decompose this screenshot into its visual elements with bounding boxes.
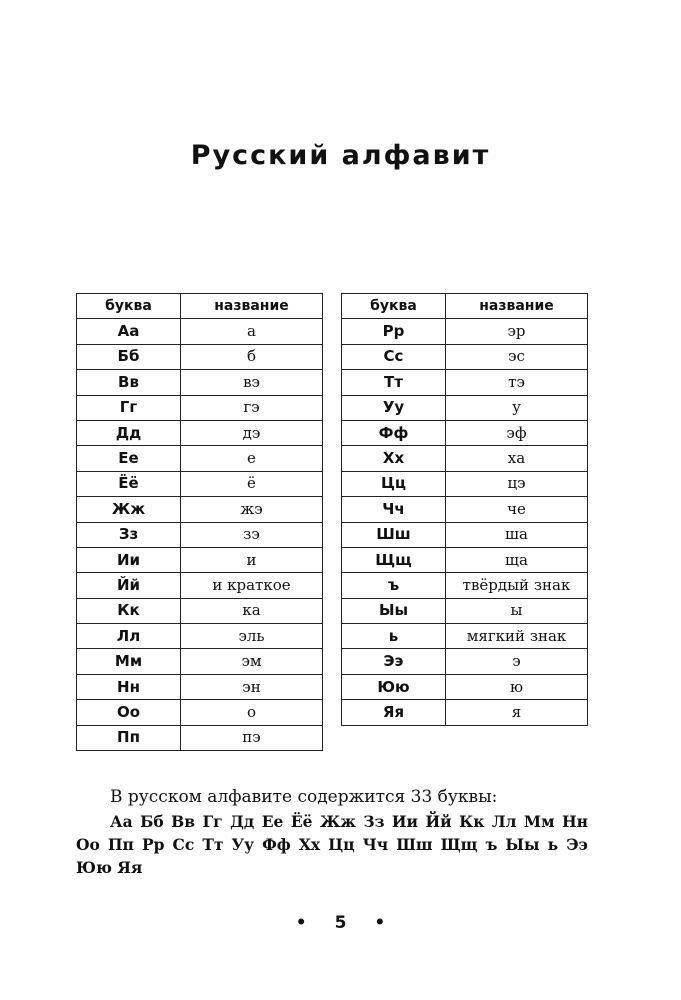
column-header-name: название [446, 294, 588, 319]
column-header-letter: буква [77, 294, 181, 319]
table-row [342, 395, 588, 420]
table-row [77, 471, 323, 496]
table-row [77, 370, 323, 395]
letter-name-cell: ка [181, 598, 323, 623]
letter-name-cell: э [446, 649, 588, 674]
letter-cell: Зз [77, 522, 181, 547]
table-row [77, 395, 323, 420]
letter-name-cell: жэ [181, 497, 323, 522]
table-row [342, 598, 588, 623]
letter-name-cell: о [181, 700, 323, 725]
table-row [77, 344, 323, 369]
letter-name-cell: и [181, 547, 323, 572]
letter-name-cell: б [181, 344, 323, 369]
letter-name-cell: зэ [181, 522, 323, 547]
letter-name-cell: ща [446, 547, 588, 572]
table-body [342, 319, 588, 725]
letter-name-cell: эс [446, 344, 588, 369]
table-row [77, 649, 323, 674]
letter-cell: Хх [342, 446, 446, 471]
letter-name-cell: эф [446, 420, 588, 445]
page-number: 5 [334, 913, 347, 933]
column-header-letter: буква [342, 294, 446, 319]
letter-cell: ь [342, 624, 446, 649]
page-title: Русский алфавит [190, 140, 491, 171]
table-row [342, 497, 588, 522]
bullet-left: • [295, 913, 307, 933]
letter-name-cell: ы [446, 598, 588, 623]
letter-cell: Уу [342, 395, 446, 420]
letter-cell: Пп [77, 725, 181, 750]
alphabet-table-right [341, 293, 588, 726]
letter-name-cell: е [181, 446, 323, 471]
letter-name-cell: гэ [181, 395, 323, 420]
letter-name-cell: эр [446, 319, 588, 344]
letter-cell: Юю [342, 674, 446, 699]
letter-name-cell: ха [446, 446, 588, 471]
letter-cell: Лл [77, 624, 181, 649]
letter-name-cell: дэ [181, 420, 323, 445]
letter-name-cell: ё [181, 471, 323, 496]
letter-cell: Яя [342, 700, 446, 725]
table-row [342, 624, 588, 649]
letter-cell: Вв [77, 370, 181, 395]
letter-name-cell: я [446, 700, 588, 725]
letter-cell: Рр [342, 319, 446, 344]
table-row [77, 598, 323, 623]
table-row [77, 420, 323, 445]
letter-cell: Ыы [342, 598, 446, 623]
letter-cell: Ээ [342, 649, 446, 674]
letter-cell: ъ [342, 573, 446, 598]
table-row [342, 344, 588, 369]
letter-name-cell: ю [446, 674, 588, 699]
letter-name-cell: ша [446, 522, 588, 547]
letter-name-cell: мягкий знак [446, 624, 588, 649]
table-row [342, 420, 588, 445]
table-row [77, 522, 323, 547]
letter-cell: Нн [77, 674, 181, 699]
letter-cell: Щщ [342, 547, 446, 572]
letter-name-cell: цэ [446, 471, 588, 496]
table-row [342, 547, 588, 572]
letter-name-cell: вэ [181, 370, 323, 395]
table-row [77, 573, 323, 598]
table-row [77, 547, 323, 572]
table-header-row [77, 294, 323, 319]
letter-cell: Ёё [77, 471, 181, 496]
letter-name-cell: твёрдый знак [446, 573, 588, 598]
table-row [77, 725, 323, 750]
letter-cell: Фф [342, 420, 446, 445]
letter-name-cell: тэ [446, 370, 588, 395]
column-header-name: название [181, 294, 323, 319]
table-row [342, 573, 588, 598]
letter-cell: Дд [77, 420, 181, 445]
table-header-row [342, 294, 588, 319]
letter-cell: Гг [77, 395, 181, 420]
letter-name-cell: а [181, 319, 323, 344]
table-row [77, 700, 323, 725]
letter-cell: Оо [77, 700, 181, 725]
letter-name-cell: эм [181, 649, 323, 674]
letter-cell: Ее [77, 446, 181, 471]
page-footer [0, 913, 681, 933]
letter-cell: Жж [77, 497, 181, 522]
alphabet-line: Аа Бб Вв Гг Дд Ее Ёё Жж Зз Ии Йй Кк Лл Мм Нн [110, 812, 588, 831]
table-row [342, 674, 588, 699]
letter-cell: Бб [77, 344, 181, 369]
letter-cell: Мм [77, 649, 181, 674]
letter-cell: Чч [342, 497, 446, 522]
letter-cell: Шш [342, 522, 446, 547]
bullet-right: • [374, 913, 386, 933]
letter-cell: Йй [77, 573, 181, 598]
table-row [77, 674, 323, 699]
letter-name-cell: че [446, 497, 588, 522]
letter-name-cell: эн [181, 674, 323, 699]
table-row [77, 319, 323, 344]
letter-cell: Кк [77, 598, 181, 623]
summary-sentence: В русском алфавите содержится 33 буквы: [110, 787, 498, 807]
letter-cell: Цц [342, 471, 446, 496]
alphabet-line: Юю Яя [76, 858, 143, 877]
letter-name-cell: и краткое [181, 573, 323, 598]
letter-name-cell: у [446, 395, 588, 420]
table-row [342, 319, 588, 344]
table-row [342, 370, 588, 395]
letter-name-cell: пэ [181, 725, 323, 750]
table-row [342, 471, 588, 496]
letter-cell: Ии [77, 547, 181, 572]
letter-cell: Сс [342, 344, 446, 369]
table-row [77, 497, 323, 522]
table-row [342, 446, 588, 471]
letter-cell: Тт [342, 370, 446, 395]
alphabet-table-left [76, 293, 323, 751]
letter-cell: Аа [77, 319, 181, 344]
letter-name-cell: эль [181, 624, 323, 649]
table-row [77, 624, 323, 649]
table-row [342, 700, 588, 725]
table-row [342, 649, 588, 674]
table-row [342, 522, 588, 547]
alphabet-line: Оо Пп Рр Сс Тт Уу Фф Хх Цц Чч Шш Щщ ъ Ыы ь Ээ [76, 835, 588, 854]
table-body [77, 319, 323, 751]
table-row [77, 446, 323, 471]
